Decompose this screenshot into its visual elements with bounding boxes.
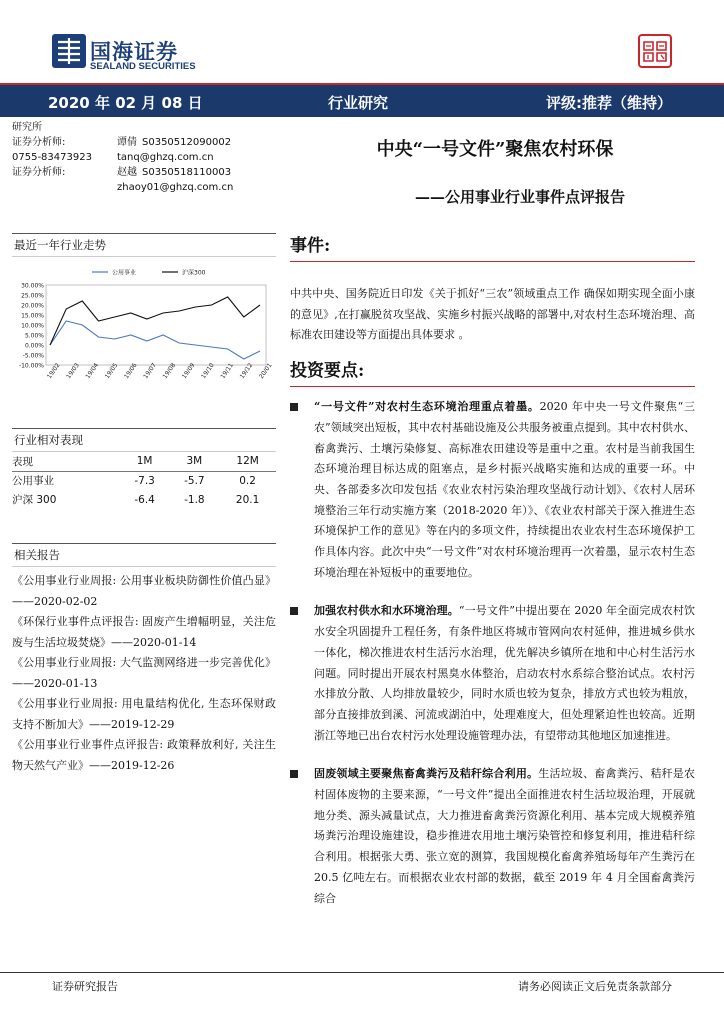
event-text: 中共中央、国务院近日印发《关于抓好“三农”领域重点工作 确保如期实现全面小康的意见》,在打赢脱贫攻坚战、实施乡村振兴战略的部署中,对农村生态环境治理、高标准农田建设等方面提出具体要求 。 [290,287,695,342]
plot-frame [46,285,266,365]
y-tick-label: -5.00% [22,352,44,360]
points-heading: 投资要点: [290,361,365,382]
research-dept: 研究所 [12,122,42,133]
analyst-row: zhaoy01@ghzq.com.cn [117,182,234,193]
analyst-info [12,120,272,195]
page-title: 中央“一号文件”聚焦农村环保 [376,139,614,160]
y-tick-label: 10.00% [21,322,44,330]
report-rating: 评级:推荐（维持） [546,94,672,112]
footer-left: 证券研究报告 [52,980,118,993]
analyst-row: 0755-83473923 tanq@ghzq.com.cn [12,152,214,163]
y-tick-label: 0.00% [24,342,44,350]
divider [290,386,695,387]
performance-section [12,428,276,509]
report-category: 行业研究 [328,94,389,112]
y-tick-label: -10.00% [18,362,44,370]
header-banner [0,83,724,117]
related-report-link[interactable]: 《公用事业行业事件点评报告: 政策释放利好, 关注生物天然气产业》——2019-12-26 [12,738,276,772]
related-report-link[interactable]: 《公用事业行业周报: 大气监测网络进一步完善优化》——2020-01-13 [12,656,276,690]
event-heading: 事件: [290,236,331,256]
point-item: 固废领域主要聚焦畜禽粪污及秸秆综合利用。生活垃圾、畜禽粪污、秸秆是农村固体废物的主要来源，“一号文件”提出全面推进农村生活垃圾治理，开展就地分类、源头减量试点，大力推进畜禽粪污资源化利用、基本完成大规模养殖场粪污治理设施建设，稳步推进农用地土壤污染管控和修复利用，推进秸秆综合利用。根据张大勇、张立宽的测算，我国规模化畜禽养殖场每年产生粪污在 20.5 亿吨左右。而根据农业农村部的数据，截至 2019 年 4 月全国畜禽粪污综合 [290,764,695,909]
bullet-square-icon [290,607,298,615]
related-report-link[interactable]: 《环保行业事件点评报告: 固废产生增幅明显，关注危废与生活垃圾焚烧》——2020-01-14 [12,615,276,649]
legend-label: 沪深300 [182,269,206,277]
analyst-row: 证券分析师: 赵越 S0350518110003 [12,167,232,178]
table-row: 沪深 300 -6.4 -1.8 20.1 [12,493,260,506]
logo-name-en: SEALAND SECURITIES [90,61,196,72]
report-date: 2020 年 02 月 08 日 [48,94,203,112]
x-tick-label: 19/09 [180,361,197,381]
related-heading: 相关报告 [12,543,276,567]
point-item: “一号文件”对农村生态环境治理重点着墨。2020 年中央一号文件聚焦“三农”领域突出短板，其中农村基础设施及公共服务被重点提到。其中农村供水、畜禽粪污、土壤污染修复、高标准农田建设等是重中之重。农村是当前我国生态环境治理目标达成的阻塞点，是乡村振兴战略实施和达成的重要一环。中央、各部委多次印发包括《农业农村污染治理攻坚战行动计划》、《农村人居环境整治三年行动实施方案（2018-2020 年）》、《农业农村部关于深入推进生态环境保护工作的意见》等在内的多项文件，持续提出农业农村生态环境保护工作具体内容。此次中央“一号文件”对农村环境治理再一次着墨，显示农村生态环境治理在补短板中的重要地位。 [290,397,695,583]
analyst-row: 证券分析师: 谭倩 S0350512090002 [12,137,232,148]
related-reports [12,543,276,776]
x-tick-label: 19/11 [219,361,236,381]
main-content [290,233,695,909]
seal-stamp [638,34,672,68]
related-report-link[interactable]: 《公用事业行业周报: 公用事业板块防御性价值凸显》——2020-02-02 [12,574,276,608]
performance-table [12,452,276,509]
x-tick-label: 19/05 [103,361,120,381]
divider [290,261,695,262]
trend-chart-svg [12,259,274,389]
series-line [50,321,260,359]
trend-chart [12,259,274,389]
x-tick-label: 19/10 [200,361,216,381]
y-tick-label: 30.00% [21,282,44,290]
footer-divider [0,972,724,973]
x-tick-label: 20/01 [257,361,274,381]
company-logo [52,34,202,76]
logo-mark-icon [52,34,86,68]
footer-disclaimer: 请务必阅读正文后免责条款部分 [518,980,672,993]
point-item: 加强农村供水和水环境治理。“一号文件”中提出要在 2020 年全面完成农村饮水安全巩固提升工程任务，有条件地区将城市管网向农村延伸，推进城乡供水一体化，梯次推进农村生活污水治理，优先解决乡镇所在地和中心村生活污水问题。同时提出开展农村黑臭水体整治，启动农村水系综合整治试点。农村污水排放分散、人均排放量较少，同时水质也较为复杂，排放方式也较为粗放，部分直接排放到溪、河流或湖泊中，处理难度大，但处理紧迫性也较高。近期浙江等地已出台农村污水处理设施管理办法，有望带动其他地区加速推进。 [290,601,695,746]
bullet-square-icon [290,770,298,778]
x-tick-label: 19/06 [122,361,139,381]
x-tick-label: 19/07 [142,361,158,381]
legend-label: 公用事业 [112,269,137,277]
x-tick-label: 19/04 [84,361,101,381]
y-tick-label: 15.00% [21,312,44,320]
x-tick-label: 19/03 [65,361,81,381]
table-header-row: 表现 1M 3M 12M [12,452,276,471]
y-tick-label: 5.00% [24,332,44,340]
x-tick-label: 19/08 [161,361,178,381]
x-tick-label: 19/02 [45,361,62,381]
page-subtitle: ——公用事业行业事件点评报告 [414,188,625,206]
y-tick-label: 25.00% [21,292,44,300]
y-tick-label: 20.00% [21,302,44,310]
trend-section [12,233,276,257]
seal-icon [640,36,670,66]
table-row: 公用事业 -7.3 -5.7 0.2 [12,474,256,488]
trend-heading: 最近一年行业走势 [12,233,276,257]
performance-heading: 行业相对表现 [12,428,276,452]
bullet-square-icon [290,403,298,411]
related-report-link[interactable]: 《公用事业行业周报: 用电量结构优化, 生态环保财政支持不断加大》——2019-12-29 [12,697,276,731]
logo-name-cn: 国海证券 [90,40,178,64]
x-tick-label: 19/12 [238,361,255,381]
